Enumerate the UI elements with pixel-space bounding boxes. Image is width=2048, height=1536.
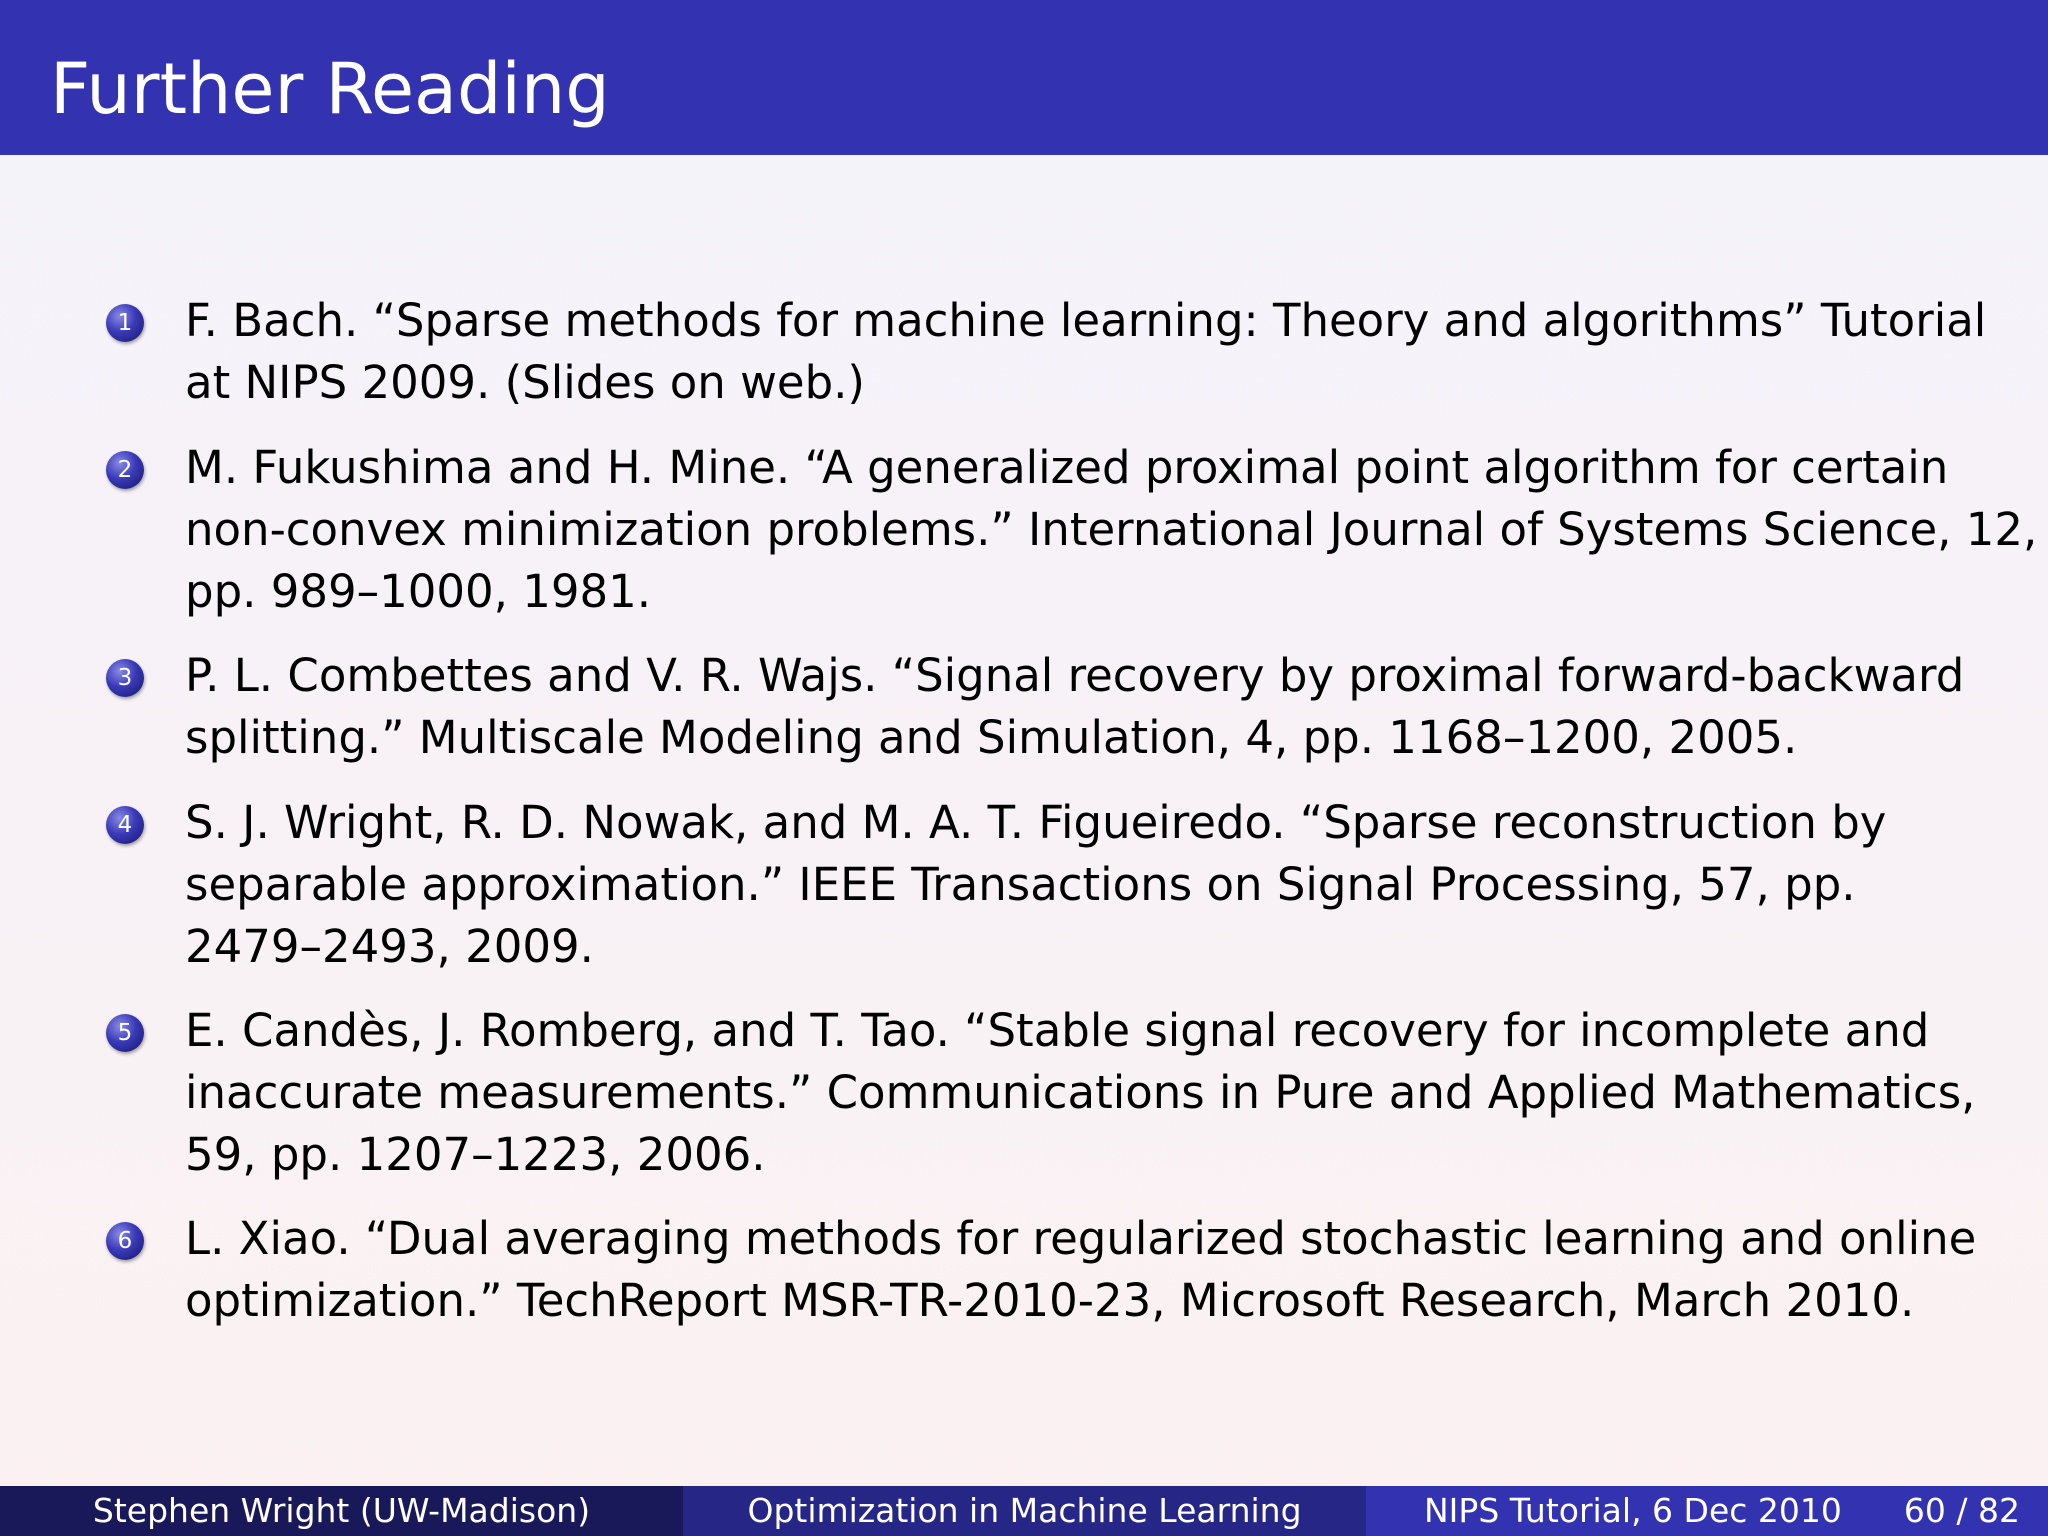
reference-text bbox=[185, 792, 2048, 978]
reference-line: L. Xiao. “Dual averaging methods for regularized stochastic learning and online bbox=[185, 1212, 1977, 1265]
slide-footer bbox=[0, 1486, 2048, 1536]
footer-page-number: 60 / 82 bbox=[1903, 1491, 2020, 1530]
reference-line: splitting.” Multiscale Modeling and Simulation, 4, pp. 1168–1200, 2005. bbox=[185, 711, 1798, 764]
reference-line: F. Bach. “Sparse methods for machine learning: Theory and algorithms” Tutorial bbox=[185, 294, 1987, 347]
enumerate-ball-icon: 6 bbox=[106, 1222, 144, 1260]
reference-line: separable approximation.” IEEE Transactions on Signal Processing, 57, pp. bbox=[185, 858, 1856, 911]
reference-line: P. L. Combettes and V. R. Wajs. “Signal recovery by proximal forward-backward bbox=[185, 649, 1965, 702]
reference-line: S. J. Wright, R. D. Nowak, and M. A. T. Figueiredo. “Sparse reconstruction by bbox=[185, 796, 1887, 849]
enumerate-ball-icon: 4 bbox=[106, 806, 144, 844]
footer-event: NIPS Tutorial, 6 Dec 2010 bbox=[1424, 1491, 1842, 1530]
reference-line: pp. 989–1000, 1981. bbox=[185, 565, 652, 618]
reference-line: M. Fukushima and H. Mine. “A generalized proximal point algorithm for certain bbox=[185, 441, 1949, 494]
footer-title-segment bbox=[683, 1486, 1366, 1536]
enumerate-ball-icon: 3 bbox=[106, 659, 144, 697]
reference-text bbox=[185, 290, 2048, 414]
reference-line: at NIPS 2009. (Slides on web.) bbox=[185, 356, 865, 409]
footer-author: Stephen Wright (UW-Madison) bbox=[92, 1491, 591, 1530]
footer-author-segment bbox=[0, 1486, 683, 1536]
reference-text bbox=[185, 645, 2048, 769]
reference-line: E. Candès, J. Romberg, and T. Tao. “Stable signal recovery for incomplete and bbox=[185, 1004, 1930, 1057]
slide-title: Further Reading bbox=[50, 48, 610, 130]
reference-line: non-convex minimization problems.” International Journal of Systems Science, 12, bbox=[185, 503, 2038, 556]
reference-text bbox=[185, 437, 2048, 623]
reference-line: inaccurate measurements.” Communications in Pure and Applied Mathematics, bbox=[185, 1066, 1976, 1119]
enumerate-ball-icon: 2 bbox=[106, 451, 144, 489]
footer-event-segment bbox=[1366, 1486, 2048, 1536]
enumerate-ball-icon: 5 bbox=[106, 1014, 144, 1052]
reference-line: 2479–2493, 2009. bbox=[185, 920, 594, 973]
reference-line: optimization.” TechReport MSR-TR-2010-23, Microsoft Research, March 2010. bbox=[185, 1274, 1915, 1327]
footer-talk-title: Optimization in Machine Learning bbox=[747, 1491, 1302, 1530]
reference-text bbox=[185, 1000, 2048, 1186]
reference-line: 59, pp. 1207–1223, 2006. bbox=[185, 1128, 766, 1181]
enumerate-ball-icon: 1 bbox=[106, 304, 144, 342]
reference-text bbox=[185, 1208, 2048, 1332]
